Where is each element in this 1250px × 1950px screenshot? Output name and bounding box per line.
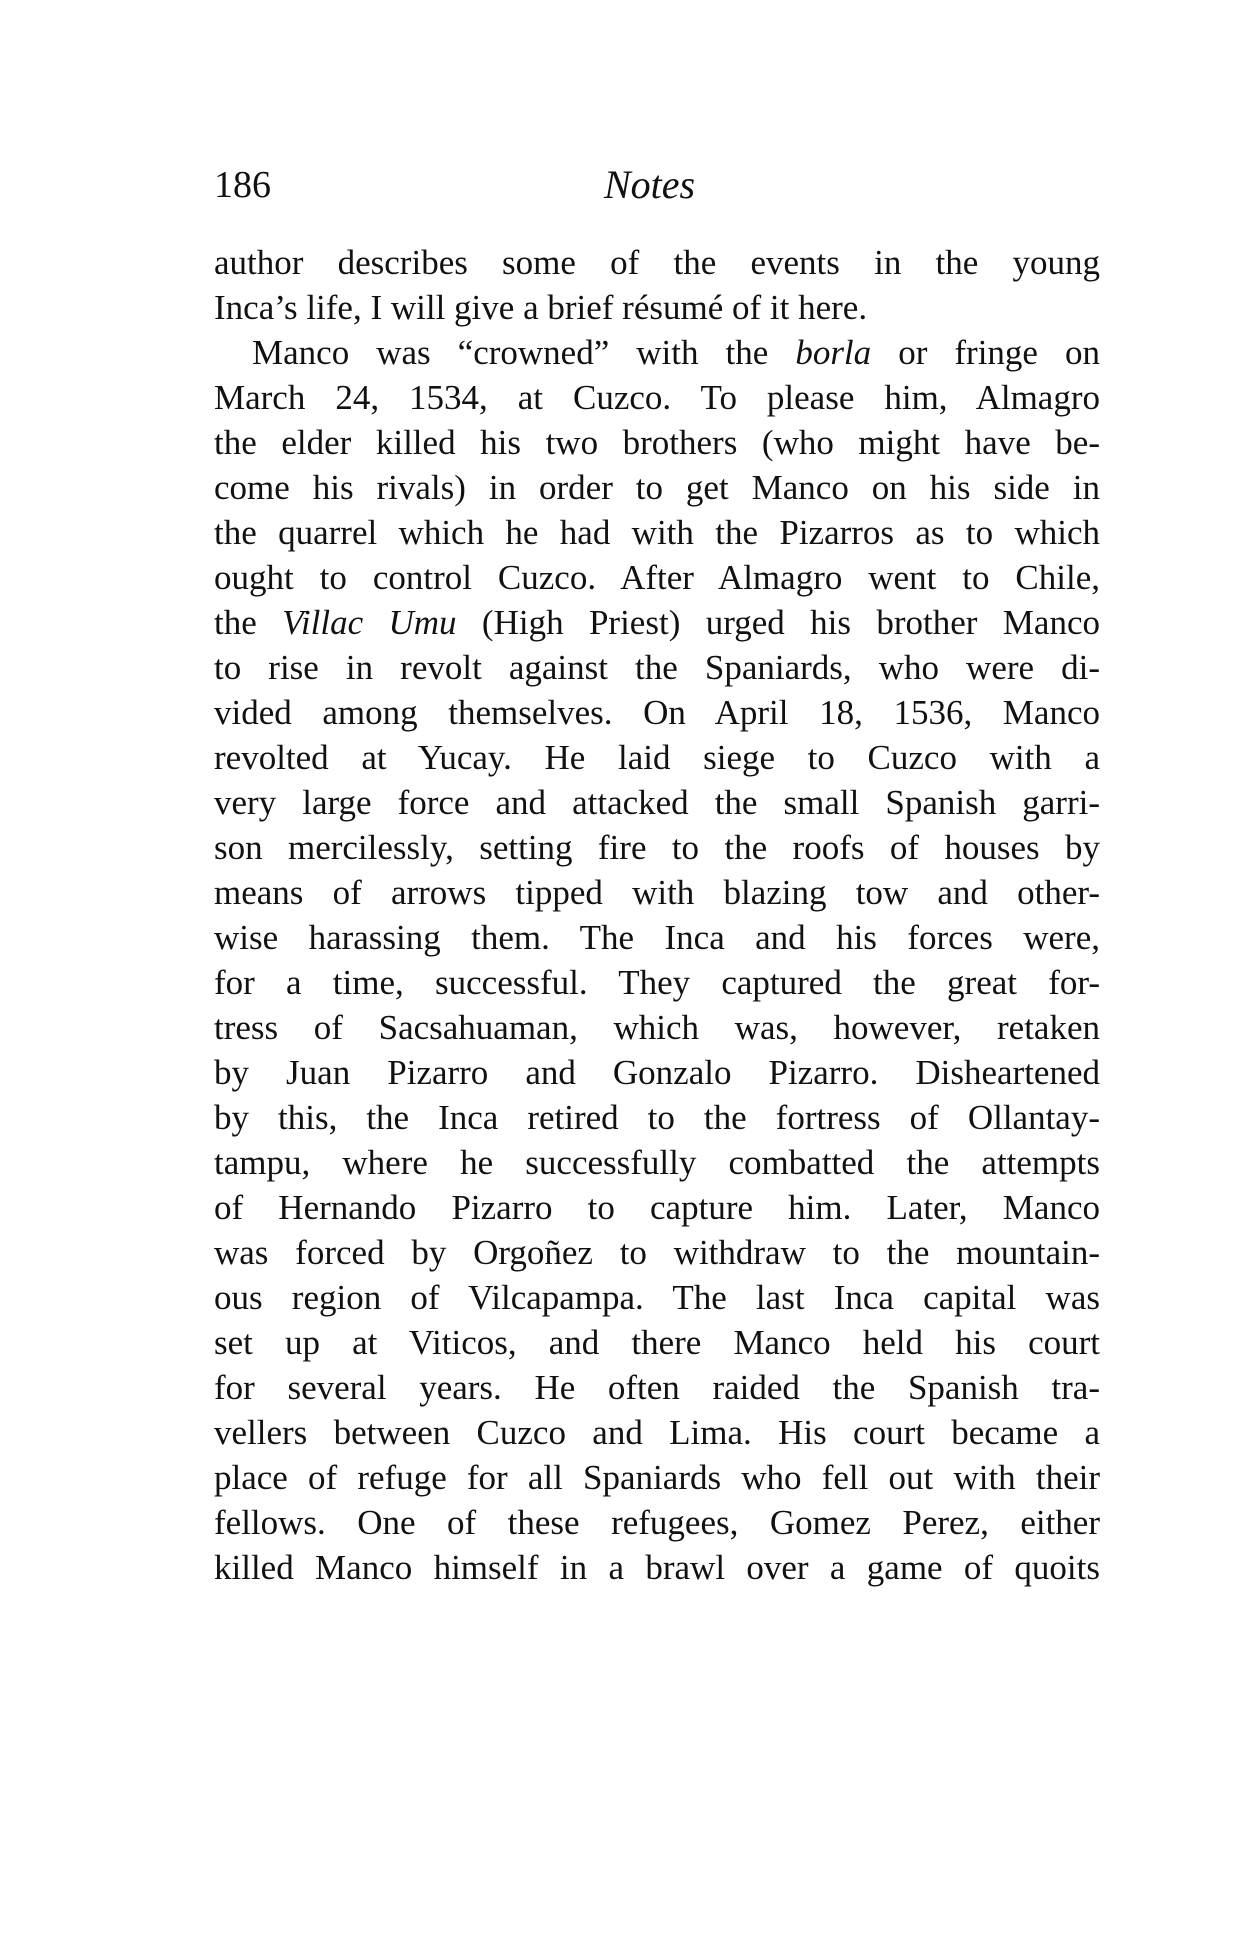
text-segment: Manco was “crowned” with the [252, 333, 796, 372]
text-line: Inca’s life, I will give a brief résumé of it here. [214, 288, 868, 327]
text-line: wise harassing them. The Inca and his forces were, [214, 918, 1100, 957]
page-header [214, 160, 1104, 220]
text-line: killed Manco himself in a brawl over a game of quoits [214, 1548, 1100, 1587]
text-line: means of arrows tipped with blazing tow and other- [214, 873, 1100, 912]
italic-term: Villac Umu [282, 603, 457, 642]
text-line: of Hernando Pizarro to capture him. Later, Manco [214, 1188, 1100, 1227]
text-line: vellers between Cuzco and Lima. His court became a [214, 1413, 1100, 1452]
running-head: Notes [604, 162, 696, 207]
text-line: the elder killed his two brothers (who might have be- [214, 423, 1100, 462]
text-segment: or fringe on [871, 333, 1100, 372]
text-segment: the [214, 603, 283, 642]
page-number: 186 [214, 164, 271, 206]
text-line: son mercilessly, setting fire to the roofs of houses by [214, 828, 1100, 867]
text-line: the quarrel which he had with the Pizarros as to which [214, 513, 1100, 552]
text-line: by Juan Pizarro and Gonzalo Pizarro. Disheartened [214, 1053, 1100, 1092]
text-line: ous region of Vilcapampa. The last Inca capital was [214, 1278, 1100, 1317]
text-segment: (High Priest) urged his brother Manco [456, 603, 1100, 642]
text-line: for several years. He often raided the Spanish tra- [214, 1368, 1100, 1407]
text-line: tampu, where he successfully combatted the attempts [214, 1143, 1100, 1182]
text-line: vided among themselves. On April 18, 1536, Manco [214, 693, 1100, 732]
text-line: revolted at Yucay. He laid siege to Cuzco with a [214, 738, 1100, 777]
text-line: place of refuge for all Spaniards who fell out with their [214, 1458, 1100, 1497]
text-line: to rise in revolt against the Spaniards, who were di- [214, 648, 1100, 687]
text-line: ought to control Cuzco. After Almagro went to Chile, [214, 558, 1100, 597]
text-line: set up at Viticos, and there Manco held his court [214, 1323, 1100, 1362]
text-line: for a time, successful. They captured the great for- [214, 963, 1100, 1002]
text-line: March 24, 1534, at Cuzco. To please him, Almagro [214, 378, 1100, 417]
text-line: by this, the Inca retired to the fortress of Ollantay- [214, 1098, 1100, 1137]
body-text [214, 240, 1100, 1590]
text-line: come his rivals) in order to get Manco on his side in [214, 468, 1100, 507]
text-line: author describes some of the events in the young [214, 243, 1100, 282]
text-line: was forced by Orgoñez to withdraw to the mountain- [214, 1233, 1100, 1272]
text-line: tress of Sacsahuaman, which was, however, retaken [214, 1008, 1100, 1047]
text-line [214, 600, 1100, 645]
text-line: fellows. One of these refugees, Gomez Perez, either [214, 1503, 1100, 1542]
text-line: very large force and attacked the small Spanish garri- [214, 783, 1100, 822]
text-line [214, 330, 1100, 375]
italic-term: borla [795, 333, 872, 372]
